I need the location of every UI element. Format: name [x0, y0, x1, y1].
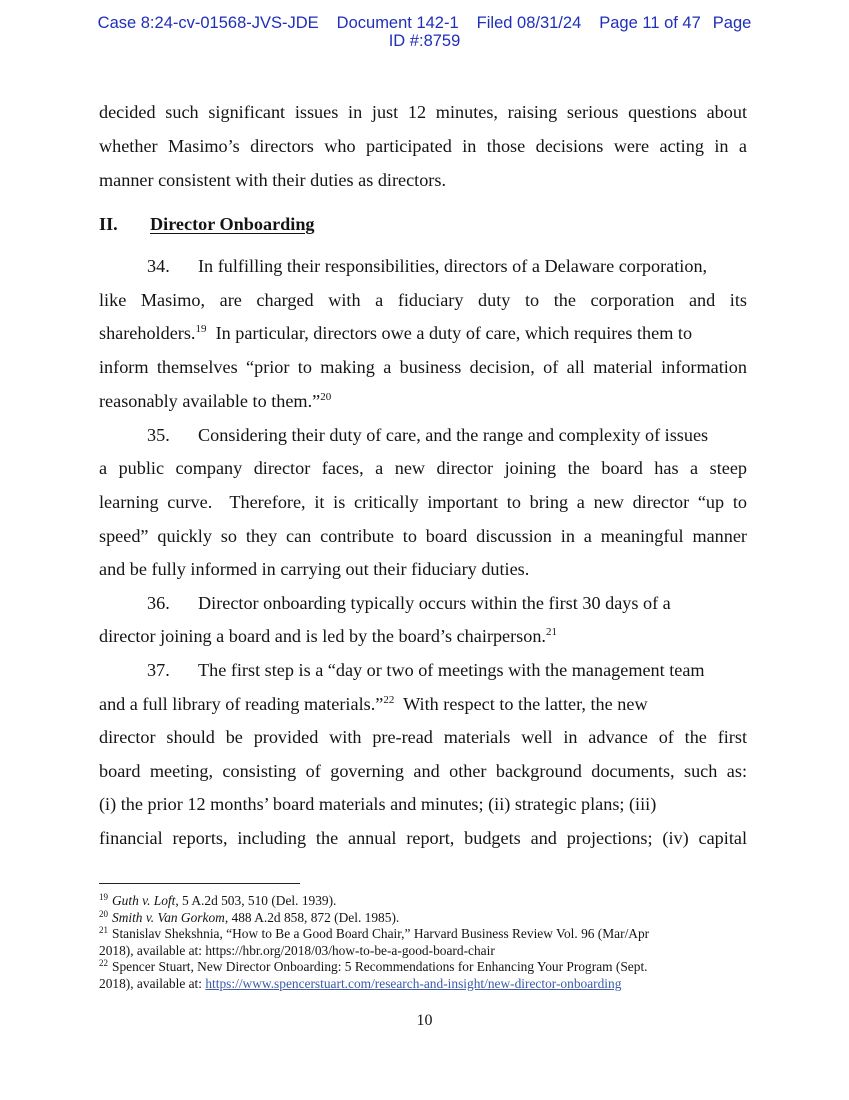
footnote-19: [99, 893, 739, 910]
paragraph-37-text-2b: With respect to the latter, the new: [394, 694, 648, 714]
paragraph-35-line-1: [147, 423, 708, 447]
footnote-ref-21[interactable]: 21: [545, 626, 557, 638]
footnote-divider: [99, 883, 300, 884]
case-header: [0, 14, 849, 50]
paragraph-34-text-3b: In particular, directors owe a duty of care, which requires them to: [206, 323, 693, 343]
header-document: Document 142-1: [336, 14, 459, 32]
page-number: 10: [416, 1012, 433, 1029]
paragraph-37-text-1: The first step is a “day or two of meetings with the management team: [198, 660, 705, 680]
footnote-19-number: 19: [99, 892, 108, 902]
section-heading: [99, 212, 315, 236]
footnote-ref-20[interactable]: 20: [320, 391, 332, 403]
paragraph-37-line-6: financial reports, including the annual report, budgets and projections; (iv) capital: [99, 828, 747, 848]
paragraph-34-number: 34.: [147, 256, 170, 276]
paragraph-34-line-4: inform themselves “prior to making a business decision, of all material information: [99, 357, 747, 377]
header-filed-date: Filed 08/31/24: [476, 14, 582, 32]
footnote-22-line-1: Spencer Stuart, New Director Onboarding: 5 Recommendations for Enhancing Your Program (Sept.: [112, 959, 648, 974]
paragraph-34-line-5: [99, 389, 331, 413]
paragraph-37-line-4: board meeting, consisting of governing and other background documents, such as:: [99, 761, 747, 781]
footnote-ref-22[interactable]: 22: [383, 694, 395, 706]
paragraph-37-line-5: (i) the prior 12 months’ board materials and minutes; (ii) strategic plans; (iii): [99, 794, 657, 814]
paragraph-35-text-1: Considering their duty of care, and the range and complexity of issues: [198, 425, 709, 445]
header-page-word: Page: [712, 14, 752, 32]
paragraph-37-number: 37.: [147, 660, 170, 680]
paragraph-34-text-3a: shareholders.: [99, 323, 196, 343]
intro-line-1: decided such significant issues in just 12 minutes, raising serious questions about: [99, 102, 747, 122]
footnote-21-line-1: Stanislav Shekshnia, “How to Be a Good Board Chair,” Harvard Business Review Vol. 96 (Mar/Apr: [112, 926, 650, 941]
footnote-20-case: Smith v. Van Gorkom: [112, 909, 225, 925]
paragraph-35-line-5: and be fully informed in carrying out their fiduciary duties.: [99, 559, 530, 579]
footnote-21: [99, 926, 739, 943]
paragraph-37-text-2a: and a full library of reading materials.”: [99, 694, 384, 714]
paragraph-37-line-2: [99, 692, 648, 716]
footnote-22-number: 22: [99, 958, 108, 968]
paragraph-35-line-2: a public company director faces, a new director joining the board has a steep: [99, 458, 747, 478]
footnote-20-citation: , 488 A.2d 858, 872 (Del. 1985).: [224, 909, 400, 925]
paragraph-34-line-2: like Masimo, are charged with a fiduciary duty to the corporation and its: [99, 290, 747, 310]
intro-line-3: manner consistent with their duties as directors.: [99, 170, 446, 190]
paragraph-34-text-1: In fulfilling their responsibilities, directors of a Delaware corporation,: [198, 256, 708, 276]
paragraph-36-text-2: director joining a board and is led by the board’s chairperson.: [99, 626, 546, 646]
paragraph-34-text-5: reasonably available to them.”: [99, 391, 321, 411]
intro-line-2: whether Masimo’s directors who participated in those decisions were acting in a: [99, 136, 747, 156]
paragraph-34-line-3: [99, 321, 692, 345]
footnote-22-cont: [99, 976, 739, 993]
paragraph-35-line-3: learning curve. Therefore, it is critically important to bring a new director “up to: [99, 492, 747, 512]
paragraph-36-line-2: [99, 624, 557, 648]
footnote-22-link[interactable]: https://www.spencerstuart.com/research-and-insight/new-director-onboarding: [205, 975, 622, 991]
paragraph-36-text-1: Director onboarding typically occurs within the first 30 days of a: [198, 593, 671, 613]
footnote-19-case: Guth v. Loft: [112, 893, 176, 908]
footnote-21-number: 21: [99, 925, 108, 935]
paragraph-37-line-1: [147, 658, 705, 682]
paragraph-36-number: 36.: [147, 593, 170, 613]
footnote-19-citation: , 5 A.2d 503, 510 (Del. 1939).: [175, 893, 337, 908]
footnote-21-cont: 2018), available at: https://hbr.org/2018/03/how-to-be-a-good-board-chair: [99, 942, 495, 958]
header-case-number: Case 8:24-cv-01568-JVS-JDE: [97, 14, 319, 32]
section-title: Director Onboarding: [150, 214, 315, 234]
header-page-id: ID #:8759: [388, 32, 461, 50]
paragraph-35-line-4: speed” quickly so they can contribute to board discussion in a meaningful manner: [99, 526, 747, 546]
footnotes: [99, 893, 739, 992]
footnote-22: [99, 959, 739, 976]
paragraph-36-line-1: [147, 591, 671, 615]
paragraph-37-line-3: director should be provided with pre-read materials well in advance of the first: [99, 727, 747, 747]
footnote-20-number: 20: [99, 908, 108, 919]
header-page-of: Page 11 of 47: [599, 14, 701, 32]
paragraph-34-line-1: [147, 254, 707, 278]
footnote-ref-19[interactable]: 19: [195, 323, 207, 335]
footnote-22-line-2: 2018), available at:: [99, 975, 206, 991]
section-roman: II.: [99, 214, 118, 234]
footnote-20: [99, 910, 739, 927]
paragraph-35-number: 35.: [147, 425, 170, 445]
